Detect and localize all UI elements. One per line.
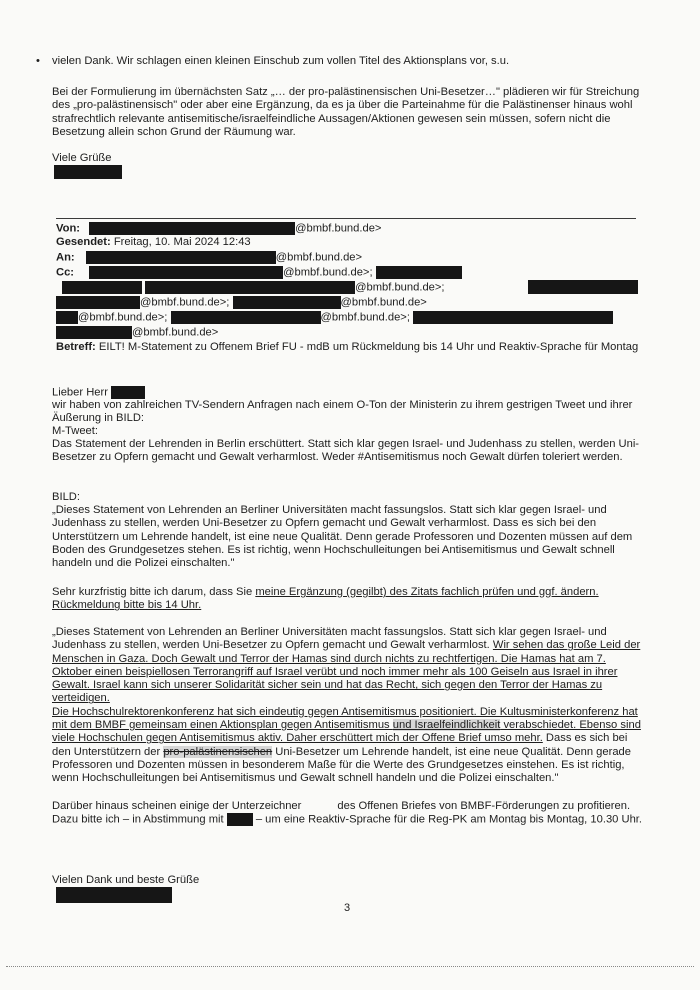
header-cc: Cc: @bmbf.bund.de>; bbox=[56, 266, 462, 279]
header-cc-line: @bmbf.bund.de> bbox=[56, 326, 218, 339]
redacted-signature bbox=[54, 165, 122, 179]
intro-paragraph: Bei der Formulierung im übernächsten Satz „… der pro-palästinensischen Uni-Besetzer…" plädieren wir für Streichung des „pro-palästinensisch" oder aber eine Ergänzung, da es ja über die Parteinahme für die Palästinenser hinaus wohl strafrechtlich relevante antisemitische/israelfeindliche Aussagen/Aktionen gewesen sein müssen, sofern nicht die Besetzung allein schon Grund der Räumung war. bbox=[52, 86, 640, 138]
page-number: 3 bbox=[344, 902, 351, 914]
struck-text: pro-palästinensischen bbox=[163, 745, 273, 758]
redacted-cc bbox=[413, 311, 613, 324]
intro-line: • vielen Dank. Wir schlagen einen kleinen Einschub zum vollen Titel des Aktionsplans vor, s.u. bbox=[36, 55, 510, 67]
email-separator bbox=[56, 218, 636, 219]
header-cc-line: @bmbf.bund.de>; @bmbf.bund.de> bbox=[56, 296, 427, 309]
mtweet-label: M-Tweet: bbox=[52, 425, 99, 437]
intro-greeting: Viele Grüße bbox=[52, 152, 112, 164]
header-cc-line: @bmbf.bund.de>; bbox=[56, 281, 445, 294]
redacted-cc bbox=[376, 266, 462, 279]
body-paragraph: wir haben von zahlreichen TV-Sendern Anfragen nach einem O-Ton der Ministerin zu ihrem gestrigen Tweet und ihrer Äußerung in BILD: bbox=[52, 399, 633, 425]
request-paragraph: Sehr kurzfristig bitte ich darum, dass Sie meine Ergänzung (gegilbt) des Zitats fachlich prüfen und ggf. ändern. Rückmeldung bitte bis 14 Uhr. bbox=[52, 586, 599, 612]
mtweet-text: Das Statement der Lehrenden in Berlin erschüttert. Statt sich klar gegen Israel- und Judenhass zu stellen, werden Uni-Besetzer zu Opfern gemacht und Gewalt verharmlost. Weder #Antisemitismus noch Gewalt dürfen toleriert werden. bbox=[52, 438, 640, 464]
header-betreff: Betreff: EILT! M-Statement zu Offenem Brief FU - mdB um Rückmeldung bis 14 Uhr und Reaktiv-Sprache für Montag bbox=[56, 341, 639, 353]
redacted-sender bbox=[89, 222, 295, 235]
request-underlined: meine Ergänzung (gegilbt) des Zitats fachlich prüfen und ggf. ändern. Rückmeldung bitte bis 14 Uhr. bbox=[52, 586, 599, 612]
header-von: Von: @bmbf.bund.de> bbox=[56, 222, 382, 235]
revised-quote: „Dieses Statement von Lehrenden an Berliner Universitäten macht fassungslos. Statt sich klar gegen Israel- und Judenhass zu stellen, werden Uni-Besetzer zu Opfern gemacht und Gewalt verharmlost. Wir sehen das große Leid der Menschen in Gaza. Doch Gewalt und Terror der Hamas sind durch nichts zu rechtfertigen. Die Hamas hat am 7. Oktober einen beispiellosen Terrorangriff auf Israel verübt und noch immer mehr als 100 Geiseln aus Israel in ihrer Gewalt. Israel kann sich unserer Solidarität sicher sein und hat das Recht, sich gegen den Terror der Hamas zu verteidigen. Die Hochschulrektorenkonferenz hat sich eindeutig gegen Antisemitismus positioniert. Die Kultusministerkonferenz hat mit dem BMBF gemeinsam einen Aktionsplan gegen Antisemitismus und Israelfeindlichkeit verabschiedet. Ebenso sind viele Hochschulen gegen Antisemitismus aktiv. Daher erschüttert mich der Offene Brief umso mehr. Dass es sich bei den Unterstützern der pro-palästinensischen Uni-Besetzer um Lehrende handelt, ist eine neue Qualität. Denn gerade Professoren und Dozenten müssen in besonderem Maße für die Werte des Grundgesetzes einstehen. Es ist richtig, wenn Hochschulleitungen bei Antisemitismus und Gewalt schnell handeln und die Polizei einschalten." bbox=[52, 626, 641, 785]
bild-quote: „Dieses Statement von Lehrenden an Berliner Universitäten macht fassungslos. Statt sich klar gegen Israel- und Judenhass zu stellen, werden Uni-Besetzer zu Opfern gemacht und Gewalt verharmlost. Dass es sich bei den Unterstützern um Lehrende handelt, ist eine neue Qualität. Denn gerade Professoren und Dozenten müssen auf dem Boden des Grundgesetzes stehen. Es ist richtig, wenn Hochschulleitungen bei Antisemitismus und Gewalt schnell handeln und die Polizei einschalten." bbox=[52, 504, 633, 570]
redacted-name bbox=[227, 813, 253, 826]
redacted-name bbox=[111, 386, 145, 399]
redacted-cc bbox=[171, 311, 321, 324]
redacted-cc bbox=[528, 280, 638, 294]
redacted-cc bbox=[145, 281, 355, 294]
redacted-cc bbox=[89, 266, 283, 279]
redacted-cc bbox=[62, 281, 142, 294]
redacted-signature bbox=[56, 887, 172, 903]
redacted-cc bbox=[233, 296, 341, 309]
bild-label: BILD: bbox=[52, 491, 80, 503]
header-cc-line: @bmbf.bund.de>; @bmbf.bund.de>; bbox=[56, 311, 613, 324]
header-an: An: @bmbf.bund.de> bbox=[56, 251, 363, 264]
redacted-cc bbox=[56, 326, 132, 339]
highlight-insert: und Israelfeindlichkeit bbox=[392, 719, 501, 732]
further-request: Darüber hinaus scheinen einige der Unterzeichner des Offenen Briefes von BMBF-Förderungen zu profitieren. Dazu bitte ich – in Abstimmung mit – um eine Reaktiv-Sprache für die Reg-PK am Montag bis Montag, 10.30 Uhr. bbox=[52, 800, 643, 826]
bullet-mark: • bbox=[36, 55, 40, 67]
redacted-cc bbox=[56, 311, 78, 324]
page-bottom-edge bbox=[6, 966, 694, 967]
salutation: Lieber Herr bbox=[52, 386, 644, 400]
header-gesendet: Gesendet: Freitag, 10. Mai 2024 12:43 bbox=[56, 236, 251, 248]
redacted-recipient bbox=[86, 251, 276, 264]
redacted-cc bbox=[56, 296, 140, 309]
closing: Vielen Dank und beste Grüße bbox=[52, 874, 200, 886]
